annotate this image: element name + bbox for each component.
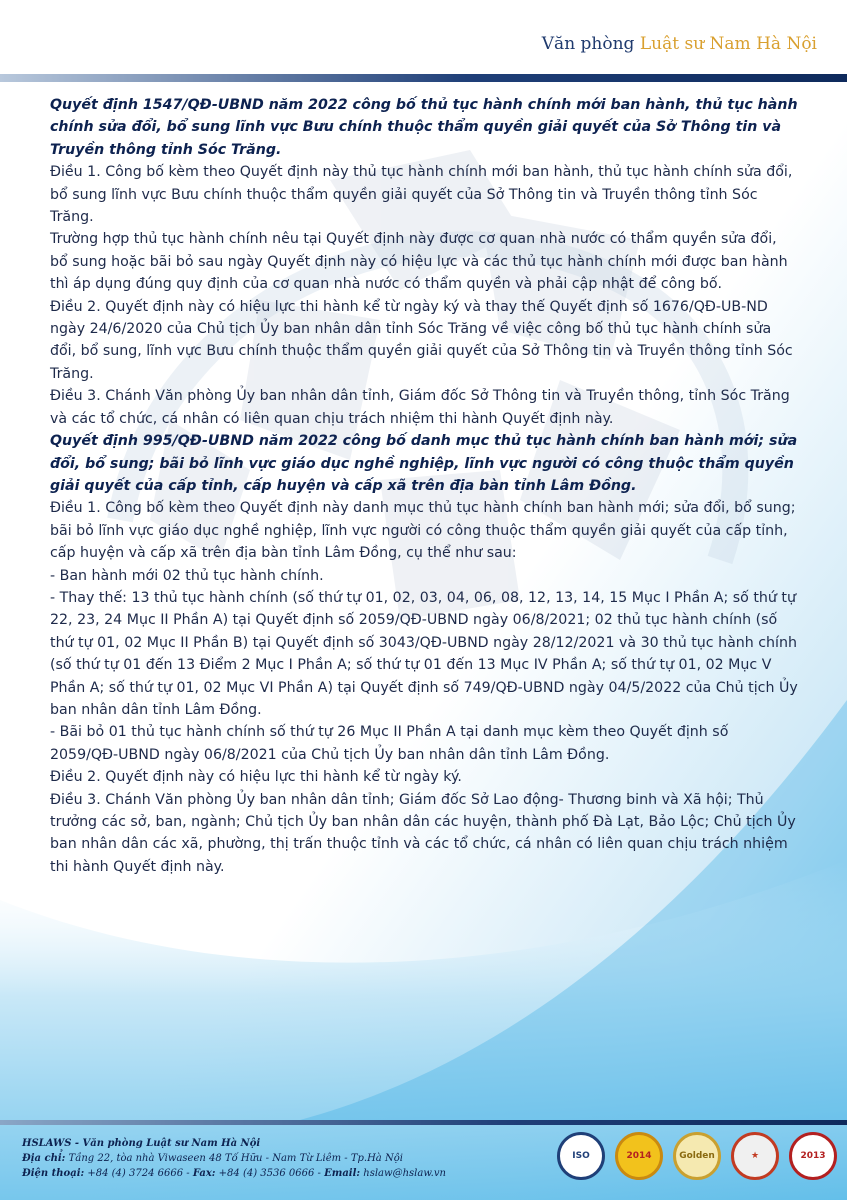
email-value: hslaw@hslaw.vn	[360, 1168, 446, 1179]
paragraph: Điều 2. Quyết định này có hiệu lực thi hành kể từ ngày ký và thay thế Quyết định số 1676/QĐ-UB-ND ngày 24/6/2020 của Chủ tịch Ủy ban nhân dân tỉnh Sóc Trăng về việc công bố thủ tục hành chính sửa đổi, bổ sung, lĩnh vực Bưu chính thuộc thẩm quyền giải quyết của Sở Thông tin và Truyền thông tỉnh Sóc Trăng.	[50, 298, 793, 382]
fax-label: Fax:	[192, 1168, 216, 1179]
header-title	[542, 34, 817, 54]
phone-label: Điện thoại:	[22, 1168, 85, 1179]
phone-value: +84 (4) 3724 6666 -	[84, 1168, 193, 1179]
competitive-badge-text: 2014	[626, 1151, 652, 1161]
paragraph: - Thay thế: 13 thủ tục hành chính (số thứ tự 01, 02, 03, 04, 06, 08, 12, 13, 14, 15 Mục I Phần A; số thứ tự 22, 23, 24 Mục II Phần A) tại Quyết định số 2059/QĐ-UBND ngày 06/8/2021; 02 thủ tục hành chính (số thứ tự 01, 02 Mục II Phần B) tại Quyết định số 3043/QĐ-UBND ngày 28/12/2021 và 30 thủ tục hành chính (số thứ tự 01 đến 13 Điểm 2 Mục I Phần A; số thứ tự 01 đến 13 Mục IV Phần A; số thứ tự 01, 02 Mục V Phần A; số thứ tự 01, 02 Mục VI Phần A) tại Quyết định số 749/QĐ-UBND ngày 04/5/2022 của Chủ tịch Ủy ban nhân dân tỉnh Lâm Đồng.	[50, 589, 798, 718]
paragraph: - Ban hành mới 02 thủ tục hành chính.	[50, 567, 324, 584]
footer-address	[22, 1151, 446, 1166]
decision-heading: Quyết định 1547/QĐ-UBND năm 2022 công bố thủ tục hành chính mới ban hành, thủ tục hành chính sửa đổi, bổ sung lĩnh vực Bưu chính thuộc thẩm quyền giải quyết của Sở Thông tin và Truyền thông tỉnh Sóc Trăng.	[50, 97, 798, 158]
page-header	[0, 0, 847, 80]
award-badge-text: 2013	[800, 1151, 826, 1161]
paragraph: Điều 3. Chánh Văn phòng Ủy ban nhân dân tỉnh, Giám đốc Sở Thông tin và Truyền thông, tỉnh Sóc Trăng và các tổ chức, cá nhân có liên quan chịu trách nhiệm thi hành Quyết định này.	[50, 388, 790, 427]
address-label: Địa chỉ:	[22, 1153, 66, 1164]
award-badge	[789, 1132, 837, 1180]
email-label: Email:	[324, 1168, 361, 1179]
footer-bar	[0, 1120, 847, 1125]
page-footer	[0, 1120, 847, 1200]
header-title-accent: Luật sư Nam Hà Nội	[639, 34, 817, 54]
iso-badge	[557, 1132, 605, 1180]
golden-badge-text: Golden	[679, 1151, 715, 1161]
gold-star-badge	[731, 1132, 779, 1180]
decision-heading: Quyết định 995/QĐ-UBND năm 2022 công bố danh mục thủ tục hành chính ban hành mới; sửa đổi, bổ sung; bãi bỏ lĩnh vực giáo dục nghề nghiệp, lĩnh vực người có công thuộc thẩm quyền giải quyết của cấp tỉnh, cấp huyện và cấp xã trên địa bàn tỉnh Lâm Đồng.	[50, 433, 798, 494]
header-title-prefix: Văn phòng	[541, 34, 640, 54]
footer-contact	[22, 1136, 446, 1181]
footer-firm-name	[22, 1136, 446, 1151]
address-value: Tầng 22, tòa nhà Viwaseen 48 Tố Hữu - Nam Từ Liêm - Tp.Hà Nội	[65, 1153, 403, 1164]
fax-value: +84 (4) 3536 0666 -	[215, 1168, 325, 1179]
golden-badge	[673, 1132, 721, 1180]
paragraph: - Bãi bỏ 01 thủ tục hành chính số thứ tự 26 Mục II Phần A tại danh mục kèm theo Quyết định số 2059/QĐ-UBND ngày 06/8/2021 của Chủ tịch Ủy ban nhân dân tỉnh Lâm Đồng.	[50, 724, 729, 763]
iso-badge-text: ISO	[572, 1151, 590, 1161]
paragraph: Trường hợp thủ tục hành chính nêu tại Quyết định này được cơ quan nhà nước có thẩm quyền sửa đổi, bổ sung hoặc bãi bỏ sau ngày Quyết định này có hiệu lực và các thủ tục hành chính mới được ban hành thì áp dụng đúng quy định của cơ quan nhà nước có thẩm quyền và phải cập nhật để công bố.	[50, 231, 788, 293]
paragraph: Điều 2. Quyết định này có hiệu lực thi hành kể từ ngày ký.	[50, 769, 462, 786]
paragraph: Điều 1. Công bố kèm theo Quyết định này thủ tục hành chính mới ban hành, thủ tục hành chính sửa đổi, bổ sung lĩnh vực Bưu chính thuộc thẩm quyền giải quyết của Sở Thông tin và Truyền thông tỉnh Sóc Trăng.	[50, 164, 793, 226]
footer-phone	[22, 1166, 446, 1181]
gold-star-icon: ★	[750, 1151, 760, 1161]
paragraph: Điều 1. Công bố kèm theo Quyết định này danh mục thủ tục hành chính ban hành mới; sửa đổi, bổ sung; bãi bỏ lĩnh vực giáo dục nghề nghiệp, lĩnh vực người có công thuộc thẩm quyền giải quyết của cấp tỉnh, cấp huyện và cấp xã trên địa bàn tỉnh Lâm Đồng, cụ thể như sau:	[50, 500, 796, 562]
competitive-badge	[615, 1132, 663, 1180]
header-bar	[0, 74, 847, 82]
paragraph: Điều 3. Chánh Văn phòng Ủy ban nhân dân tỉnh; Giám đốc Sở Lao động- Thương binh và Xã hội; Thủ trưởng các sở, ban, ngành; Chủ tịch Ủy ban nhân dân các huyện, thành phố Đà Lạt, Bảo Lộc; Chủ tịch Ủy ban nhân dân các xã, phường, thị trấn thuộc tỉnh và các tổ chức, cá nhân có liên quan chịu trách nhiệm thi hành Quyết định này.	[50, 791, 796, 875]
firm-name: HSLAWS - Văn phòng Luật sư Nam Hà Nội	[22, 1138, 261, 1149]
document-body	[50, 94, 798, 878]
award-badges	[557, 1132, 837, 1180]
